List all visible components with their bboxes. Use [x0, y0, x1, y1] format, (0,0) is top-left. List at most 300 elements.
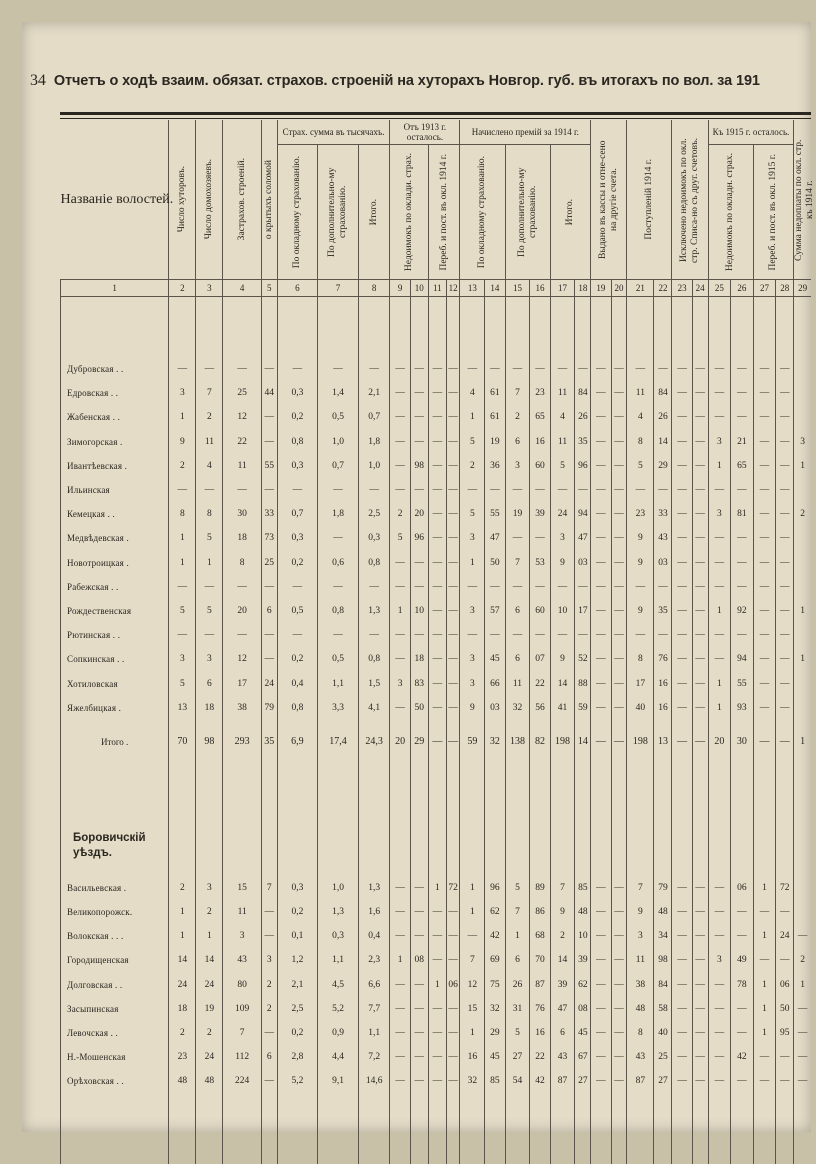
- table-cell: 53: [530, 551, 550, 575]
- uezd-title: Боровичскій уѣздъ.: [61, 816, 169, 876]
- table-cell: —: [611, 876, 627, 900]
- col-header-total-sum: Итого.: [358, 145, 390, 280]
- col-header-householders: Число домохозяевъ.: [196, 120, 223, 280]
- table-cell: [530, 816, 550, 876]
- table-cell: 9: [627, 900, 654, 924]
- table-cell: 1: [169, 924, 196, 948]
- table-cell: —: [731, 1069, 754, 1093]
- col-header-prem-extra: По дополнительно-му страхованію.: [505, 145, 550, 280]
- table-cell: —: [672, 551, 692, 575]
- volost-name: Рютинская . .: [61, 623, 169, 647]
- table-cell: 1: [794, 647, 811, 671]
- table-cell: —: [530, 623, 550, 647]
- table-cell: 30: [223, 502, 261, 526]
- table-cell: 50: [410, 696, 428, 720]
- table-cell: 38: [223, 696, 261, 720]
- table-cell: 30: [731, 720, 754, 764]
- table-cell: 0,3: [277, 381, 318, 405]
- table-cell: —: [591, 357, 611, 381]
- table-cell: 03: [485, 696, 505, 720]
- table-cell: —: [428, 997, 446, 1021]
- table-cell: 32: [485, 720, 505, 764]
- table-cell: —: [731, 478, 754, 502]
- table-cell: —: [591, 876, 611, 900]
- table-cell: —: [776, 696, 794, 720]
- table-cell: —: [390, 1045, 410, 1069]
- table-cell: 19: [485, 430, 505, 454]
- table-cell: —: [460, 924, 485, 948]
- table-cell: —: [261, 575, 277, 599]
- table-cell: [410, 1094, 428, 1164]
- uezd-row: [61, 816, 812, 876]
- table-cell: —: [591, 948, 611, 972]
- table-cell: 4,5: [318, 973, 359, 997]
- table-cell: [460, 297, 485, 358]
- table-cell: —: [708, 997, 731, 1021]
- table-cell: —: [591, 478, 611, 502]
- table-cell: [446, 764, 460, 816]
- table-cell: 5: [505, 1021, 530, 1045]
- table-cell: 82: [530, 720, 550, 764]
- table-cell: 17: [627, 671, 654, 695]
- table-cell: 24,3: [358, 720, 390, 764]
- table-cell: 11: [550, 430, 575, 454]
- column-number: 1: [61, 280, 169, 297]
- table-cell: —: [611, 1021, 627, 1045]
- table-cell: [776, 764, 794, 816]
- table-cell: —: [672, 876, 692, 900]
- table-cell: 2: [196, 1021, 223, 1045]
- table-cell: —: [485, 357, 505, 381]
- table-cell: —: [753, 1069, 776, 1093]
- table-cell: —: [731, 405, 754, 429]
- table-cell: [530, 1094, 550, 1164]
- table-cell: 6: [505, 599, 530, 623]
- table-cell: —: [446, 1045, 460, 1069]
- table-cell: [550, 764, 575, 816]
- table-cell: —: [692, 454, 708, 478]
- table-cell: [776, 297, 794, 358]
- column-number: 24: [692, 280, 708, 297]
- table-cell: 1,6: [358, 900, 390, 924]
- table-row: [61, 454, 812, 478]
- col-header-overpay-1913: Переб. и пост. въ окл. 1914 г.: [428, 145, 460, 280]
- table-cell: [390, 816, 410, 876]
- table-cell: 18: [223, 526, 261, 550]
- table-cell: —: [277, 575, 318, 599]
- table-cell: 06: [776, 973, 794, 997]
- table-cell: 16: [654, 696, 672, 720]
- column-number: 14: [485, 280, 505, 297]
- table-cell: 2,5: [358, 502, 390, 526]
- table-cell: 1: [428, 973, 446, 997]
- table-cell: 6: [505, 430, 530, 454]
- table-cell: —: [753, 454, 776, 478]
- table-cell: [654, 1094, 672, 1164]
- table-cell: [390, 764, 410, 816]
- col-header-receipts: Поступленій 1914 г.: [627, 120, 672, 280]
- table-cell: 293: [223, 720, 261, 764]
- table-cell: [261, 816, 277, 876]
- table-cell: —: [708, 357, 731, 381]
- table-cell: 70: [530, 948, 550, 972]
- table-cell: —: [446, 1069, 460, 1093]
- table-cell: 6: [261, 599, 277, 623]
- column-number: 20: [611, 280, 627, 297]
- table-cell: 98: [196, 720, 223, 764]
- table-cell: 4: [460, 381, 485, 405]
- table-cell: 1: [196, 551, 223, 575]
- table-cell: 88: [575, 671, 591, 695]
- table-cell: [196, 297, 223, 358]
- table-cell: —: [731, 575, 754, 599]
- column-number: 18: [575, 280, 591, 297]
- table-cell: [358, 764, 390, 816]
- table-cell: —: [591, 430, 611, 454]
- table-cell: 7,2: [358, 1045, 390, 1069]
- table-cell: [672, 1094, 692, 1164]
- table-cell: 1: [460, 876, 485, 900]
- table-cell: —: [776, 430, 794, 454]
- table-cell: [169, 816, 196, 876]
- table-row: [61, 696, 812, 720]
- table-cell: 47: [550, 997, 575, 1021]
- table-cell: —: [446, 948, 460, 972]
- table-row: [61, 575, 812, 599]
- table-cell: —: [318, 478, 359, 502]
- volost-name: Ильинская: [61, 478, 169, 502]
- table-cell: —: [753, 599, 776, 623]
- table-cell: —: [776, 357, 794, 381]
- table-cell: 0,8: [318, 599, 359, 623]
- table-cell: —: [672, 1021, 692, 1045]
- column-number: 9: [390, 280, 410, 297]
- table-cell: [550, 297, 575, 358]
- heading-rule-thin: [60, 118, 811, 119]
- table-cell: —: [223, 478, 261, 502]
- table-cell: 109: [223, 997, 261, 1021]
- table-cell: —: [654, 478, 672, 502]
- volost-name: Ивантѣевская .: [61, 454, 169, 478]
- table-cell: —: [358, 357, 390, 381]
- table-cell: 33: [654, 502, 672, 526]
- column-number: 17: [550, 280, 575, 297]
- table-cell: —: [611, 551, 627, 575]
- table-cell: —: [446, 381, 460, 405]
- table-cell: —: [446, 502, 460, 526]
- table-cell: [485, 816, 505, 876]
- table-cell: —: [731, 526, 754, 550]
- table-cell: 49: [731, 948, 754, 972]
- table-cell: 0,2: [277, 900, 318, 924]
- table-cell: [550, 816, 575, 876]
- table-cell: [627, 764, 654, 816]
- table-row: [61, 1021, 812, 1045]
- table-cell: —: [794, 1045, 811, 1069]
- table-cell: [61, 764, 169, 816]
- table-cell: [505, 1094, 530, 1164]
- table-cell: —: [446, 526, 460, 550]
- table-cell: —: [169, 623, 196, 647]
- table-cell: 83: [410, 671, 428, 695]
- col-header-arrears-1915: Недоимокъ по окладн. страх.: [708, 145, 753, 280]
- table-cell: [550, 1094, 575, 1164]
- table-cell: [794, 876, 811, 900]
- table-cell: —: [692, 575, 708, 599]
- col-header-underpayment: Сумма недоплаты по окл. стр. къ 1914 г.: [794, 120, 811, 280]
- table-cell: 32: [485, 997, 505, 1021]
- table-cell: —: [318, 526, 359, 550]
- table-cell: —: [390, 575, 410, 599]
- table-cell: —: [692, 1045, 708, 1069]
- table-cell: —: [410, 973, 428, 997]
- table-cell: —: [672, 357, 692, 381]
- table-cell: [410, 816, 428, 876]
- table-row: [61, 671, 812, 695]
- table-cell: —: [692, 381, 708, 405]
- column-number: 5: [261, 280, 277, 297]
- table-cell: 2: [460, 454, 485, 478]
- table-cell: 3: [627, 924, 654, 948]
- table-cell: [196, 816, 223, 876]
- table-row: [61, 430, 812, 454]
- table-cell: —: [591, 1069, 611, 1093]
- table-cell: 1: [753, 876, 776, 900]
- table-cell: 0,2: [277, 647, 318, 671]
- table-cell: 2: [794, 502, 811, 526]
- table-cell: —: [708, 1045, 731, 1069]
- table-cell: 14: [654, 430, 672, 454]
- table-cell: —: [776, 948, 794, 972]
- column-number: 6: [277, 280, 318, 297]
- table-cell: 3: [460, 671, 485, 695]
- volost-name: Великопорожск.: [61, 900, 169, 924]
- table-cell: 3: [460, 599, 485, 623]
- table-cell: 48: [169, 1069, 196, 1093]
- table-cell: [794, 623, 811, 647]
- column-number: 13: [460, 280, 485, 297]
- table-cell: 72: [776, 876, 794, 900]
- table-cell: 58: [654, 997, 672, 1021]
- table-cell: 60: [530, 599, 550, 623]
- table-cell: 1: [460, 1021, 485, 1045]
- table-cell: —: [672, 405, 692, 429]
- table-cell: 98: [410, 454, 428, 478]
- table-cell: [794, 575, 811, 599]
- column-number: 23: [672, 280, 692, 297]
- table-cell: 14: [196, 948, 223, 972]
- table-cell: —: [550, 575, 575, 599]
- table-cell: —: [591, 526, 611, 550]
- table-cell: —: [672, 623, 692, 647]
- table-row: [61, 1045, 812, 1069]
- table-cell: —: [410, 551, 428, 575]
- table-cell: 0,2: [277, 405, 318, 429]
- table-row: [61, 381, 812, 405]
- table-cell: [446, 1094, 460, 1164]
- table-cell: 47: [575, 526, 591, 550]
- table-cell: 3: [196, 647, 223, 671]
- table-row: [61, 876, 812, 900]
- table-cell: —: [611, 720, 627, 764]
- table-cell: 0,7: [277, 502, 318, 526]
- table-cell: 7: [261, 876, 277, 900]
- table-cell: —: [446, 924, 460, 948]
- table-cell: —: [196, 357, 223, 381]
- table-cell: 11: [223, 900, 261, 924]
- volost-name: Орѣховская . .: [61, 1069, 169, 1093]
- table-cell: 1: [169, 551, 196, 575]
- table-cell: [446, 297, 460, 358]
- table-cell: 19: [505, 502, 530, 526]
- table-cell: —: [591, 973, 611, 997]
- table-cell: 14: [550, 948, 575, 972]
- table-cell: —: [446, 478, 460, 502]
- table-cell: 85: [485, 1069, 505, 1093]
- table-cell: 3: [169, 647, 196, 671]
- table-cell: 2,3: [358, 948, 390, 972]
- table-cell: —: [776, 381, 794, 405]
- table-cell: 1,5: [358, 671, 390, 695]
- table-cell: —: [460, 478, 485, 502]
- volost-name: Зимогорская .: [61, 430, 169, 454]
- table-cell: 5: [169, 599, 196, 623]
- table-cell: 76: [654, 647, 672, 671]
- table-cell: —: [708, 1069, 731, 1093]
- table-cell: [794, 816, 811, 876]
- table-cell: —: [692, 973, 708, 997]
- table-cell: —: [390, 696, 410, 720]
- volost-name: Хотиловская: [61, 671, 169, 695]
- table-cell: —: [753, 1045, 776, 1069]
- table-cell: —: [550, 623, 575, 647]
- table-cell: 48: [627, 997, 654, 1021]
- table-cell: [591, 816, 611, 876]
- table-cell: —: [428, 1069, 446, 1093]
- table-cell: —: [410, 924, 428, 948]
- table-cell: 1: [460, 551, 485, 575]
- table-cell: 1: [460, 405, 485, 429]
- table-cell: 38: [627, 973, 654, 997]
- table-cell: —: [410, 575, 428, 599]
- table-cell: —: [505, 357, 530, 381]
- table-cell: [390, 1094, 410, 1164]
- table-cell: 4: [196, 454, 223, 478]
- table-cell: —: [261, 357, 277, 381]
- table-cell: —: [390, 647, 410, 671]
- table-cell: —: [672, 997, 692, 1021]
- table-cell: [692, 764, 708, 816]
- table-cell: 0,6: [318, 551, 359, 575]
- table-cell: [753, 297, 776, 358]
- volost-name: Кемецкая . .: [61, 502, 169, 526]
- table-cell: —: [708, 405, 731, 429]
- table-cell: —: [410, 623, 428, 647]
- table-cell: [611, 297, 627, 358]
- table-cell: —: [390, 405, 410, 429]
- table-cell: [794, 405, 811, 429]
- table-cell: —: [672, 671, 692, 695]
- table-cell: —: [753, 357, 776, 381]
- table-cell: 0,4: [277, 671, 318, 695]
- table-cell: 3: [223, 924, 261, 948]
- table-cell: 8: [223, 551, 261, 575]
- table-cell: 62: [575, 973, 591, 997]
- table-cell: [611, 816, 627, 876]
- col-group-sum: Страх. сумма въ тысячахъ.: [277, 120, 390, 145]
- table-cell: —: [692, 876, 708, 900]
- table-cell: —: [169, 575, 196, 599]
- table-cell: —: [776, 1069, 794, 1093]
- table-cell: 23: [627, 502, 654, 526]
- table-cell: 14: [550, 671, 575, 695]
- table-cell: —: [390, 623, 410, 647]
- col-header-prem-total: Итого.: [550, 145, 591, 280]
- table-cell: —: [505, 575, 530, 599]
- table-cell: 24: [261, 671, 277, 695]
- table-cell: 54: [505, 1069, 530, 1093]
- table-cell: —: [410, 997, 428, 1021]
- table-cell: [575, 764, 591, 816]
- table-cell: 76: [530, 997, 550, 1021]
- table-cell: 3: [550, 526, 575, 550]
- table-row: [61, 526, 812, 550]
- table-cell: —: [591, 623, 611, 647]
- table-cell: 0,3: [277, 876, 318, 900]
- table-cell: 18: [196, 696, 223, 720]
- table-cell: [61, 1094, 169, 1164]
- table-cell: 25: [223, 381, 261, 405]
- table-cell: —: [776, 671, 794, 695]
- table-cell: —: [446, 454, 460, 478]
- table-cell: 10: [410, 599, 428, 623]
- table-cell: 84: [575, 381, 591, 405]
- table-cell: [485, 764, 505, 816]
- table-cell: —: [261, 623, 277, 647]
- table-cell: 0,5: [318, 647, 359, 671]
- volost-name: Новотроицкая .: [61, 551, 169, 575]
- col-header-farms: Число хуторовъ.: [169, 120, 196, 280]
- table-cell: [692, 816, 708, 876]
- table-cell: [753, 764, 776, 816]
- table-cell: —: [575, 478, 591, 502]
- table-cell: —: [277, 623, 318, 647]
- table-cell: 42: [485, 924, 505, 948]
- table-cell: 2: [196, 405, 223, 429]
- table-cell: [708, 1094, 731, 1164]
- table-cell: —: [753, 575, 776, 599]
- table-cell: —: [550, 478, 575, 502]
- table-cell: [277, 1094, 318, 1164]
- table-cell: 1: [794, 454, 811, 478]
- table-cell: [196, 764, 223, 816]
- table-cell: 42: [731, 1045, 754, 1069]
- table-cell: 3: [460, 526, 485, 550]
- table-cell: 29: [485, 1021, 505, 1045]
- col-header-arrears-1913: Недоимокъ по оклади. страх.: [390, 145, 428, 280]
- table-cell: [672, 297, 692, 358]
- table-cell: —: [611, 575, 627, 599]
- table-cell: 2: [169, 454, 196, 478]
- column-number: 28: [776, 280, 794, 297]
- table-cell: —: [446, 647, 460, 671]
- table-cell: 79: [654, 876, 672, 900]
- table-cell: [776, 1094, 794, 1164]
- table-cell: —: [591, 696, 611, 720]
- table-cell: 3: [169, 381, 196, 405]
- table-row: [61, 720, 812, 764]
- table-cell: 6: [550, 1021, 575, 1045]
